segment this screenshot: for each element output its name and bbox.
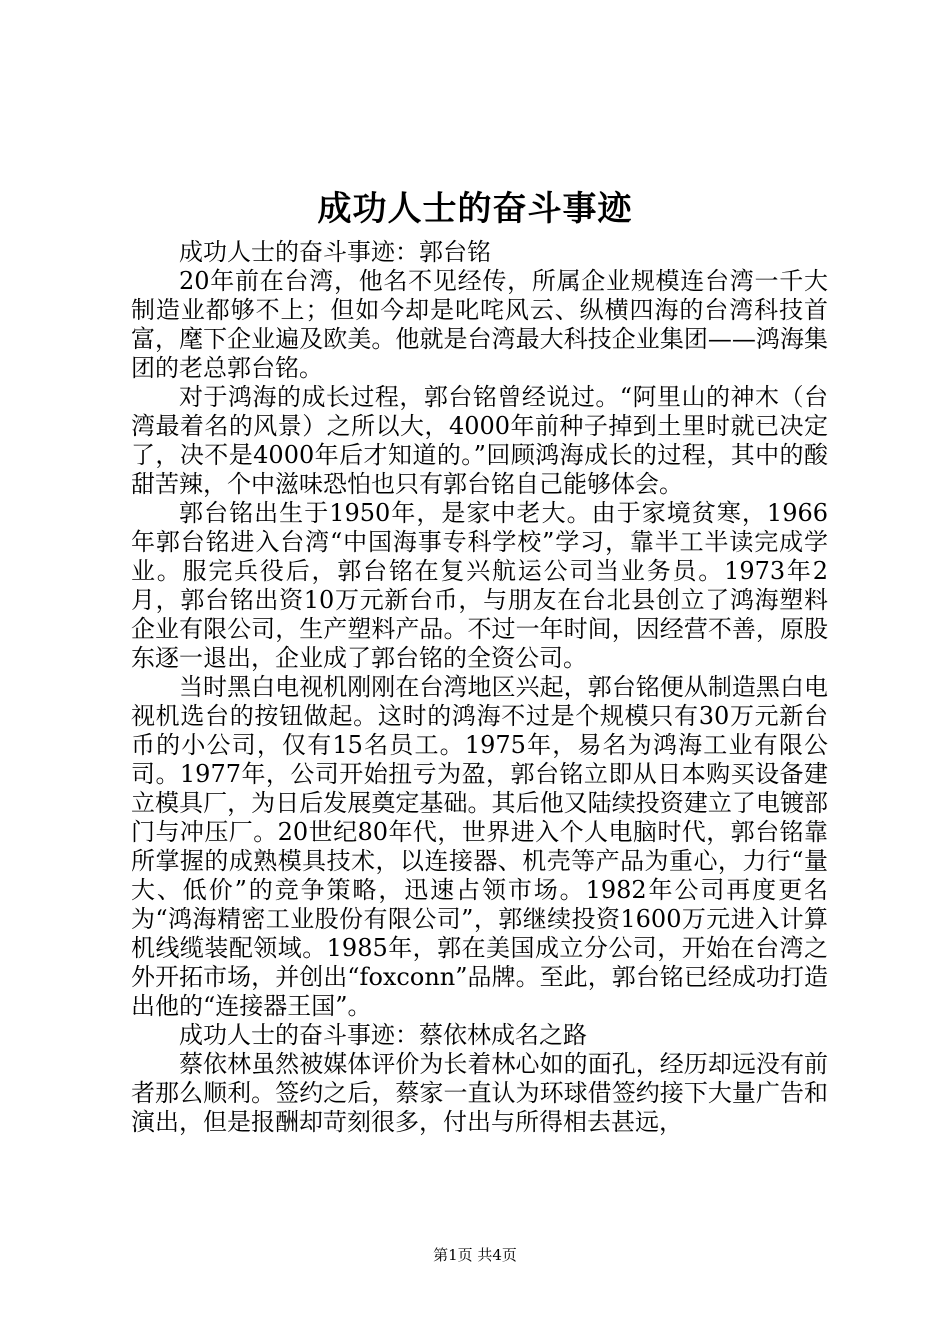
- paragraph: 郭台铭出生于1950年，是家中老大。由于家境贫寒，1966年郭台铭进入台湾“中国海事专科学校”学习，靠半工半读完成学业。服完兵役后，郭台铭在复兴航运公司当业务员。1973年2月，郭台铭出资10万元新台币，与朋友在台北县创立了鸿海塑料企业有限公司，生产塑料产品。不过一年时间，因经营不善，原股东逐一退出，企业成了郭台铭的全资公司。: [131, 499, 828, 672]
- paragraph: 对于鸿海的成长过程，郭台铭曾经说过。“阿里山的神木（台湾最着名的风景）之所以大，4000年前种子掉到土里时就已决定了，决不是4000年后才知道的。”回顾鸿海成长的过程，其中的酸甜苦辣，个中滋味恐怕也只有郭台铭自己能够体会。: [131, 383, 828, 498]
- paragraph-subheading-1: 成功人士的奋斗事迹：郭台铭: [179, 238, 491, 266]
- paragraph: 当时黑白电视机刚刚在台湾地区兴起，郭台铭便从制造黑白电视机选台的按钮做起。这时的鸿海不过是个规模只有30万元新台币的小公司，仅有15名员工。1975年，易名为鸿海工业有限公司。1977年，公司开始扭亏为盈，郭台铭立即从日本购买设备建立模具厂，为日后发展奠定基础。其后他又陆续投资建立了电镀部门与冲压厂。20世纪80年代，世界进入个人电脑时代，郭台铭靠所掌握的成熟模具技术，以连接器、机壳等产品为重心，力行“量大、低价”的竞争策略，迅速占领市场。1982年公司再度更名为“鸿海精密工业股份有限公司”，郭继续投资1600万元进入计算机线缆装配领域。1985年，郭在美国成立分公司，开始在台湾之外开拓市场，并创出“foxconn”品牌。至此，郭台铭已经成功打造出他的“连接器王国”。: [131, 673, 828, 1020]
- paragraph: 蔡依林虽然被媒体评价为长着林心如的面孔，经历却远没有前者那么顺利。签约之后，蔡家一直认为环球借签约接下大量广告和演出，但是报酬却苛刻很多，付出与所得相去甚远，: [131, 1050, 828, 1136]
- document-body: [131, 238, 828, 1137]
- page-number-footer: 第1页 共4页: [433, 1246, 517, 1264]
- document-title: 成功人士的奋斗事迹: [317, 189, 633, 229]
- paragraph: 20年前在台湾，他名不见经传，所属企业规模连台湾一千大制造业都够不上；但如今却是叱咤风云、纵横四海的台湾科技首富，麾下企业遍及欧美。他就是台湾最大科技企业集团——鸿海集团的老总郭台铭。: [131, 267, 828, 382]
- paragraph-subheading-2: 成功人士的奋斗事迹：蔡依林成名之路: [179, 1021, 587, 1049]
